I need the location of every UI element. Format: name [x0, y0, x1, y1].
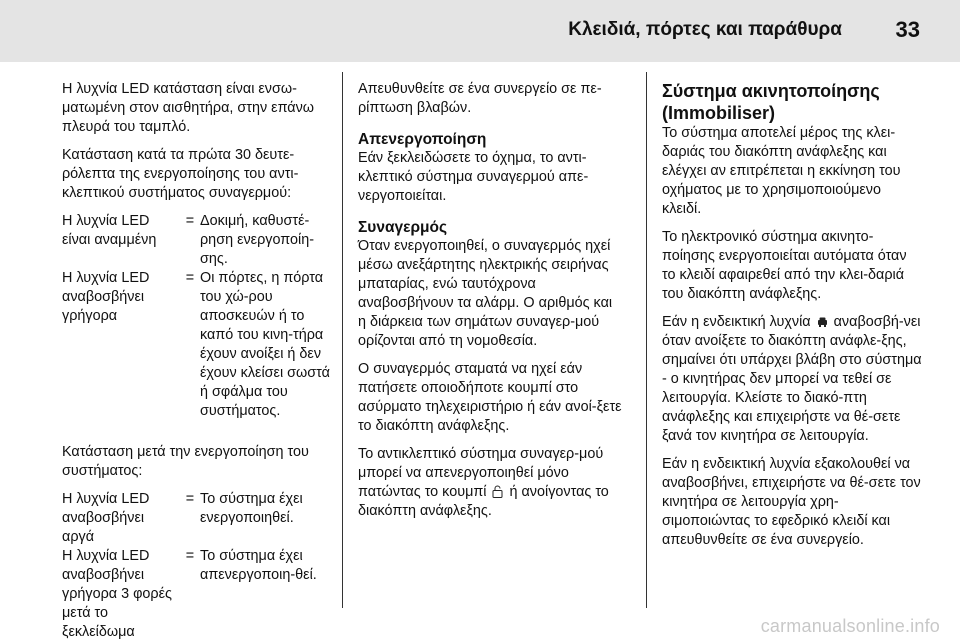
section-heading-deactivation: Απενεργοποίηση [358, 131, 487, 148]
unlock-icon [492, 485, 503, 498]
paragraph-text: Εάν η ενδεικτική λυχνία [662, 314, 811, 330]
paragraph-text: Το αντικλεπτικό σύστημα συναγερ-μού μπορεί να απενεργοποιηθεί μόνο πατώντας το κουμπί [358, 446, 604, 500]
column-3 [662, 80, 924, 559]
table-cell-equals: = [185, 213, 195, 229]
table-cell-condition: Η λυχνία LED αναβοσβήνει αργά [62, 491, 150, 545]
table-cell-meaning: Οι πόρτες, η πόρτα του χώ-ρου αποσκευών ή το καπό του κινη-τήρα έχουν ανοίξει ή δεν έχουν κλείσει σωστά ή σφάλμα του συστήματος. [200, 270, 330, 419]
table-cell-condition: Η λυχνία LED αναβοσβήνει γρήγορα [62, 270, 150, 324]
paragraph [358, 445, 622, 521]
paragraph: Εάν ξεκλειδώσετε το όχημα, το αντι-κλεπτικό σύστημα συναγερμού απε-νεργοποιείται. [358, 150, 589, 204]
paragraph: Ο συναγερμός σταματά να ηχεί εάν πατήσετε οποιοδήποτε κουμπί στο ασύρματο τηλεχειριστήριο ή εάν ανοί-ξετε το διακόπτη ανάφλεξης. [358, 361, 622, 434]
page-header [0, 0, 960, 62]
page-number: 33 [895, 17, 920, 42]
column-divider [342, 72, 343, 608]
paragraph-text: ή ανοίγοντας το διακόπτη ανάφλεξης. [358, 484, 609, 519]
paragraph: Απευθυνθείτε σε ένα συνεργείο σε πε-ρίπτωση βλαβών. [358, 81, 602, 116]
table-cell-equals: = [185, 548, 195, 564]
paragraph [662, 313, 924, 446]
paragraph: Όταν ενεργοποιηθεί, ο συναγερμός ηχεί μέσω ανεξάρτητης ηλεκτρικής σειρήνας μπαταρίας, ενώ ταυτόχρονα αναβοσβήνουν τα αλάρμ. Ο αριθμός και η διάρκεια των σημάτων συναγερ-μού ορίζονται από τη νομοθεσία. [358, 238, 613, 349]
status-table-initial [62, 212, 334, 421]
paragraph: Κατάσταση κατά τα πρώτα 30 δευτε-ρόλεπτα της ενεργοποίησης του αντι-κλεπτικού συστήματος συναγερμού: [62, 147, 299, 201]
column-2 [358, 80, 622, 530]
paragraph: Κατάσταση μετά την ενεργοποίηση του συστήματος: [62, 444, 309, 479]
section-heading-alarm: Συναγερμός [358, 219, 448, 236]
watermark-text: carmanualsonline.info [760, 616, 940, 636]
column-divider [646, 72, 647, 608]
table-cell-meaning: Το σύστημα έχει απενεργοποιη-θεί. [200, 548, 317, 583]
table-row [62, 490, 334, 547]
paragraph: Εάν η ενδεικτική λυχνία εξακολουθεί να αναβοσβήνει, επιχειρήστε να θέ-σετε τον κινητήρα σε λειτουργία χρη-σιμοποιώντας το εφεδρικό κλειδί και απευθυνθείτε σε ένα συνεργείο. [662, 456, 921, 548]
paragraph: Το ηλεκτρονικό σύστημα ακινητο-ποίησης ενεργοποιείται αυτόματα όταν το κλειδί αφαιρεθεί από την κλει-δαριά του διακόπτη ανάφλεξης. [662, 229, 907, 302]
table-cell-meaning: Δοκιμή, καθυστέ-ρηση ενεργοποίη-σης. [200, 213, 315, 267]
table-row [62, 269, 334, 421]
car-key-icon [817, 315, 828, 328]
table-cell-equals: = [185, 270, 195, 286]
table-cell-condition: Η λυχνία LED αναβοσβήνει γρήγορα 3 φορές μετά το ξεκλείδωμα [62, 548, 172, 640]
paragraph: Το σύστημα αποτελεί μέρος της κλει-δαριάς του διακόπτη ανάφλεξης και ελέγχει αν επιτρέπεται η εκκίνηση του οχήματος με το χρησιμοποιούμενο κλειδί. [662, 125, 901, 217]
table-cell-equals: = [185, 491, 195, 507]
paragraph: Η λυχνία LED κατάσταση είναι ενσω-ματωμένη στον αισθητήρα, στην επάνω πλευρά του ταμπλό. [62, 81, 315, 135]
table-cell-condition: Η λυχνία LED είναι αναμμένη [62, 213, 157, 248]
table-cell-meaning: Το σύστημα έχει ενεργοποιηθεί. [200, 491, 303, 526]
table-row [62, 212, 334, 269]
paragraph-text: αναβοσβή-νει όταν ανοίξετε το διακόπτη ανάφλε-ξης, σημαίνει ότι υπάρχει βλάβη στο σύστημα - ο κινητήρας δεν μπορεί να τεθεί σε λειτουργία. Κλείστε το διακό-πτη ανάφλεξης και επιχειρήστε να θέ-σετε ξανά τον κινητήρα σε λειτουργία. [662, 314, 922, 444]
column-1 [62, 80, 334, 642]
section-heading-immobiliser: Σύστημα ακινητοποίησης (Immobiliser) [662, 81, 880, 123]
page-title: Κλειδιά, πόρτες και παράθυρα [568, 19, 842, 40]
watermark [0, 610, 960, 642]
